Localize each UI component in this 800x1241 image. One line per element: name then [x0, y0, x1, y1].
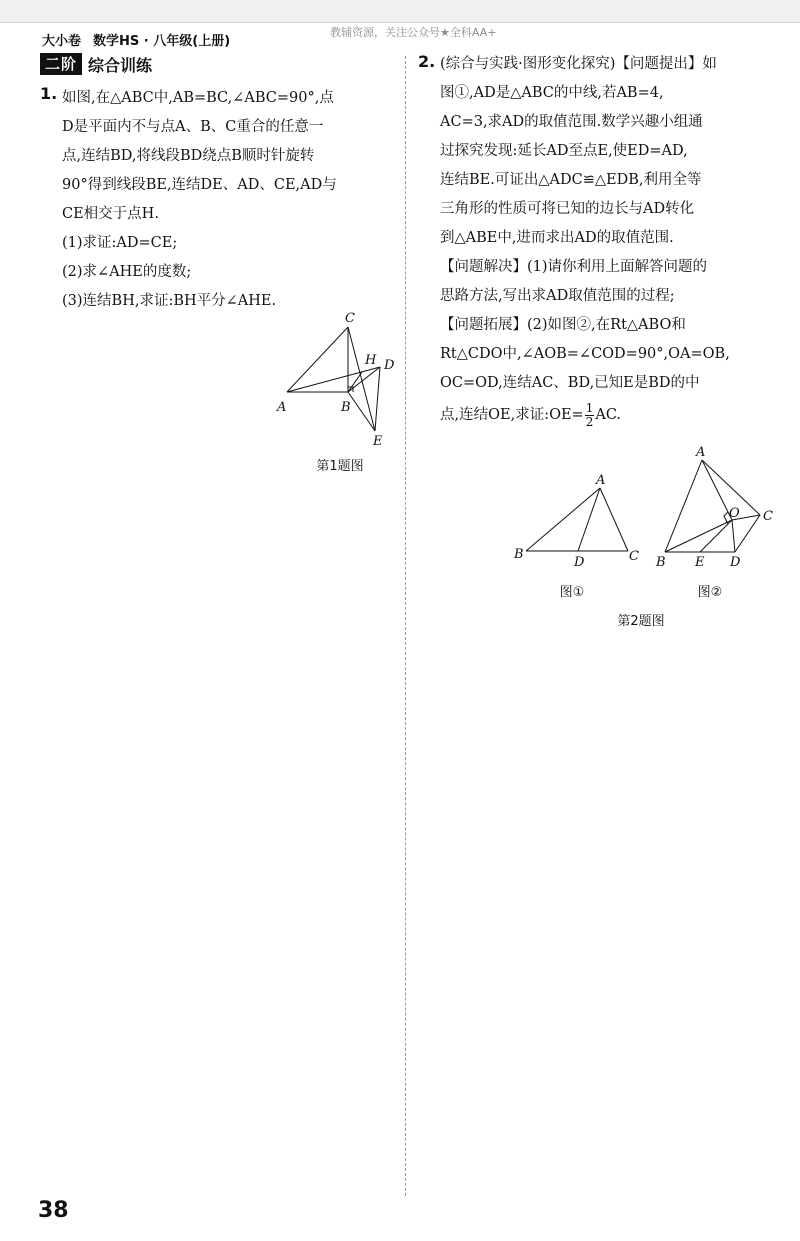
q2-fig2-label-a: A	[696, 445, 706, 460]
book-subject: 数学HS · 八年级(上册)	[93, 34, 231, 49]
fraction-numerator: 1	[585, 400, 594, 415]
q2-line: (综合与实践·图形变化探究)【问题提出】如	[440, 56, 717, 72]
q1-line: 点,连结BD,将线段BD绕点B顺时针旋转	[62, 148, 315, 164]
q2-last-prefix: 点,连结OE,求证:OE=	[440, 407, 584, 423]
q1-geometry-diagram	[275, 305, 405, 455]
fraction-one-half	[585, 402, 595, 429]
section-heading	[40, 52, 152, 76]
q2-fig2-label-c: C	[763, 509, 773, 524]
q2-fig1-caption: 图①	[559, 585, 585, 600]
q2-line: Rt△CDO中,∠AOB=∠COD=90°,OA=OB,	[440, 346, 730, 362]
q2-line: 过探究发现:延长AD至点E,使ED=AD,	[440, 143, 688, 159]
q1-line: 如图,在△ABC中,AB=BC,∠ABC=90°,点	[62, 90, 334, 106]
book-header	[42, 30, 242, 49]
q1-label-h: H	[365, 353, 377, 368]
scan-top-strip	[0, 0, 800, 23]
question-2	[418, 50, 774, 432]
q2-line: 【问题解决】(1)请你利用上面解答问题的	[440, 259, 708, 275]
fraction-denominator: 2	[585, 414, 594, 429]
q2-last-line	[418, 398, 774, 432]
q1-part-1: (1)求证:AD=CE;	[62, 235, 178, 251]
q2-fig2-label-d: D	[730, 555, 741, 570]
q2-line: 【问题拓展】(2)如图②,在Rt△ABO和	[440, 317, 686, 333]
q2-line: 到△ABE中,进而求出AD的取值范围.	[440, 230, 674, 246]
q1-label-d: D	[384, 358, 395, 373]
q2-fig2-label-e: E	[695, 555, 705, 570]
q2-line: 连结BE.可证出△ADC≌△EDB,利用全等	[440, 172, 702, 188]
q2-fig1-label-a: A	[596, 473, 606, 488]
q2-fig1-label-b: B	[514, 547, 524, 562]
question-number: 1.	[40, 84, 58, 103]
q2-fig2-label-b: B	[656, 555, 666, 570]
q2-fig1-label-d: D	[574, 555, 585, 570]
q1-line: CE相交于点H.	[62, 206, 159, 222]
q1-figure	[275, 305, 405, 459]
q2-line: 三角形的性质可将已知的边长与AD转化	[440, 201, 695, 217]
section-badge: 二阶	[40, 53, 82, 75]
section-title: 综合训练	[88, 55, 153, 75]
q1-label-b: B	[341, 400, 351, 415]
q2-fig2-caption: 图②	[697, 585, 723, 600]
q2-last-suffix: AC.	[595, 407, 622, 423]
q1-part-2: (2)求∠AHE的度数;	[62, 264, 192, 280]
q1-figure-caption: 第1题图	[316, 459, 364, 474]
q1-label-c: C	[345, 311, 355, 326]
q2-line: 思路方法,写出求AD取值范围的过程;	[440, 288, 675, 304]
watermark-text: 教辅资源，关注公众号★全科AA+	[330, 26, 497, 39]
q2-line: 图①,AD是△ABC的中线,若AB=4,	[440, 85, 664, 101]
book-brand: 大小卷	[42, 34, 82, 49]
q2-geometry-diagrams	[510, 440, 780, 590]
question-number: 2.	[418, 52, 436, 71]
q1-label-a: A	[277, 400, 287, 415]
q1-label-e: E	[373, 434, 383, 449]
column-divider	[405, 56, 406, 1196]
q2-fig1-label-c: C	[629, 549, 639, 564]
q1-line: D是平面内不与点A、B、C重合的任意一	[62, 119, 324, 135]
q1-line: 90°得到线段BE,连结DE、AD、CE,AD与	[62, 177, 337, 193]
q1-part-3: (3)连结BH,求证:BH平分∠AHE.	[62, 293, 277, 309]
page-number: 38	[38, 1198, 69, 1223]
question-1	[40, 84, 396, 316]
q2-line: OC=OD,连结AC、BD,已知E是BD的中	[440, 375, 700, 391]
q2-fig2-label-o: O	[729, 506, 740, 521]
q2-figures	[510, 440, 780, 594]
q2-figure-caption: 第2题图	[617, 614, 665, 629]
q2-line: AC=3,求AD的取值范围.数学兴趣小组通	[440, 114, 703, 130]
